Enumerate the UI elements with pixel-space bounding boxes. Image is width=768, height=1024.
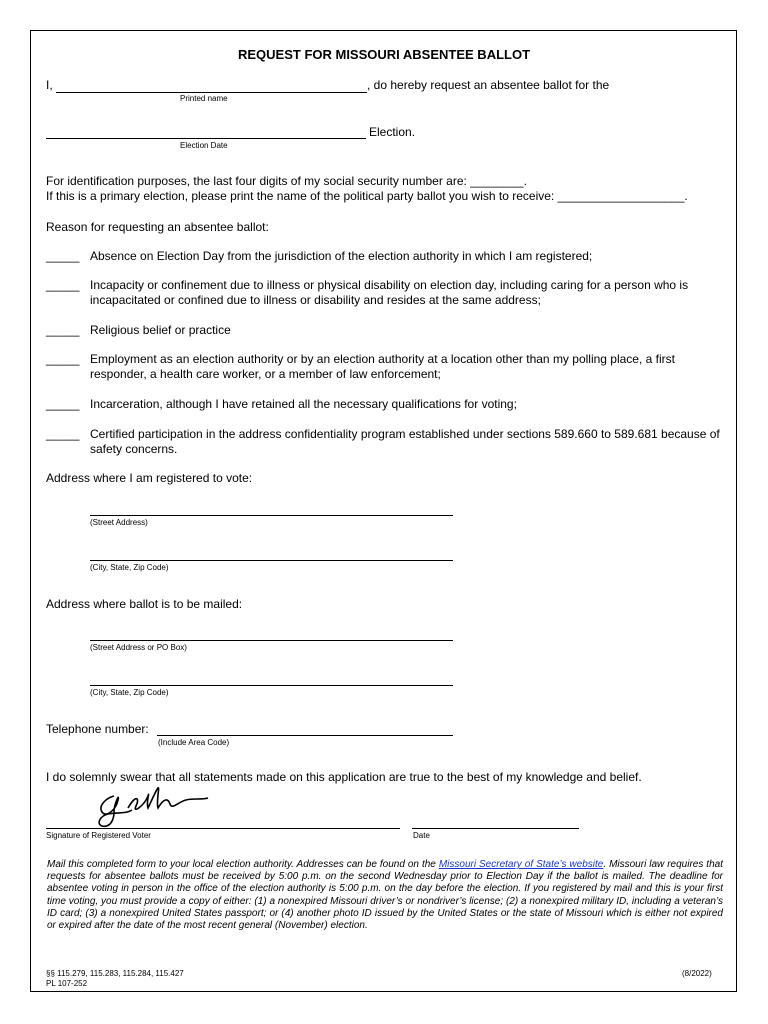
party-line: If this is a primary election, please print the name of the political party ballot you wish to receive: ___________________. [46, 189, 688, 203]
intro-prefix: I, [46, 78, 53, 92]
reason-checkbox-blank[interactable]: _____ [46, 427, 80, 441]
election-suffix: Election. [369, 125, 416, 139]
election-date-field[interactable] [46, 138, 366, 139]
city-state-zip-caption: (City, State, Zip Code) [90, 688, 169, 697]
reason-religious: Religious belief or practice [90, 323, 231, 337]
street-or-po-caption: (Street Address or PO Box) [90, 643, 187, 652]
reason-checkbox-blank[interactable]: _____ [46, 249, 80, 263]
intro-suffix: , do hereby request an absentee ballot for the [367, 78, 610, 92]
pl-number: PL 107-252 [46, 979, 88, 988]
reason-checkbox-blank[interactable]: _____ [46, 323, 80, 337]
date-field[interactable] [412, 828, 579, 829]
reason-heading: Reason for requesting an absentee ballot: [46, 220, 269, 234]
mailing-instructions [47, 859, 723, 932]
mailing-address-heading: Address where ballot is to be mailed: [46, 597, 243, 611]
form-revision: (8/2022) [682, 969, 712, 978]
oath-statement: I do solemnly swear that all statements made on this application are true to the best of my knowledge and belief. [46, 770, 642, 784]
reason-checkbox-blank[interactable]: _____ [46, 397, 80, 411]
registered-city-field[interactable] [90, 560, 453, 561]
printed-name-caption: Printed name [180, 94, 228, 103]
reason-checkbox-blank[interactable]: _____ [46, 278, 80, 292]
reason-address-confidentiality: Certified participation in the address confidentiality program established under sections 589.660 to 589.681 because of safety concerns. [90, 427, 720, 456]
mailing-street-field[interactable] [90, 640, 453, 641]
form-title: REQUEST FOR MISSOURI ABSENTEE BALLOT [237, 47, 531, 62]
city-state-zip-caption: (City, State, Zip Code) [90, 563, 169, 572]
notice-text: Mail this completed form to your local election authority. Addresses can be found on the [47, 859, 439, 870]
reason-absence: Absence on Election Day from the jurisdiction of the election authority in which I am registered; [90, 249, 593, 263]
printed-name-field[interactable] [56, 92, 367, 93]
telephone-label: Telephone number: [46, 722, 149, 736]
statute-references: §§ 115.279, 115.283, 115.284, 115.427 [46, 969, 184, 978]
secretary-of-state-link[interactable]: Missouri Secretary of State’s website [438, 859, 604, 870]
reason-incarceration: Incarceration, although I have retained all the necessary qualifications for voting; [90, 397, 517, 411]
reason-incapacity: Incapacity or confinement due to illness or physical disability on election day, including caring for a person who is incapacitated or confined due to illness or disability and resides at the same address; [90, 278, 689, 307]
notice-text: . Missouri law requires that requests for absentee ballots must be received by 5:00 p.m. on the second Wednesday prior to Election Day if the ballot is mailed. The deadline for absentee voting in person in the office of the election authority is 5:00 p.m. on the day before the election. If you registered by mail and this is your first time voting, you must provide a copy of either: (1) a nonexpired Missouri driver’s or nondriver’s license; (2) a nonexpired military ID, including a veteran’s ID card; (3) a nonexpired United States passport; or (4) another photo ID issued by the United States or the state of Missouri which is either not expired or expired after the date of the most recent general (November) election. [47, 859, 723, 932]
reason-employment: Employment as an election authority or by an election authority at a location other than my polling place, a first responder, a health care worker, or a member of law enforcement; [90, 352, 675, 381]
ssn-line: For identification purposes, the last four digits of my social security number are: ________. [46, 174, 527, 188]
telephone-field[interactable] [157, 735, 453, 736]
date-caption: Date [413, 831, 430, 840]
registered-address-heading: Address where I am registered to vote: [46, 471, 253, 485]
reason-checkbox-blank[interactable]: _____ [46, 352, 80, 366]
signature-icon [92, 776, 222, 836]
signature-caption: Signature of Registered Voter [46, 831, 151, 840]
mailing-city-field[interactable] [90, 685, 453, 686]
registered-street-field[interactable] [90, 515, 453, 516]
election-date-caption: Election Date [180, 141, 228, 150]
telephone-caption: (Include Area Code) [158, 738, 230, 747]
street-address-caption: (Street Address) [90, 518, 148, 527]
signature-field[interactable] [46, 828, 400, 829]
